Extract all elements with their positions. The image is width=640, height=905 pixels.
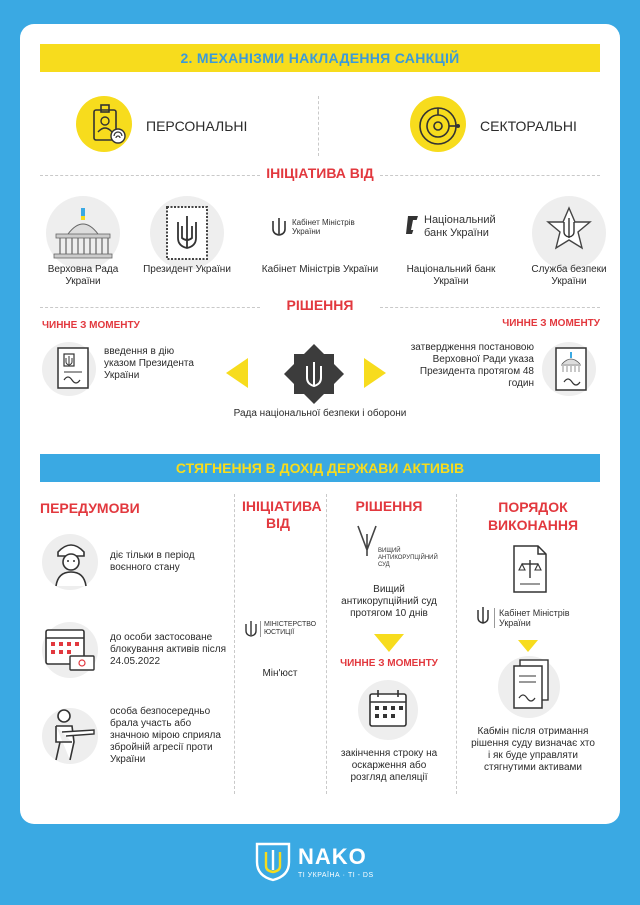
contract-scales-icon (510, 544, 550, 594)
resolution-document-icon (550, 344, 594, 396)
brand-tagline: ТІ УКРАЇНА · TI - DS (298, 872, 374, 879)
circuit-circle-icon (414, 102, 462, 150)
council-emblem-icon (282, 342, 346, 406)
trident-icon (244, 620, 258, 638)
trident-icon (270, 216, 288, 238)
divider (234, 494, 235, 794)
prereq-heading: ПЕРЕДУМОВИ (40, 500, 140, 516)
divider (40, 307, 260, 308)
court-emblem-icon (356, 524, 378, 558)
council-label: Рада національної безпеки і оборони (233, 408, 407, 419)
initiative2-heading: ІНІЦІАТИВА ВІД (242, 498, 322, 531)
effective-left-text: введення в дію указом Президента України (104, 346, 194, 381)
court-logo-text: ВИЩИЙ АНТИКОРУПЦІЙНИЙ СУД (378, 548, 438, 568)
trident-icon (476, 606, 490, 626)
effective2-label: ЧИННЕ З МОМЕНТУ (340, 658, 438, 669)
personal-label: ПЕРСОНАЛЬНІ (146, 118, 248, 134)
initiator-label: Служба безпеки України (531, 264, 607, 287)
divider (326, 494, 327, 794)
initiator-label: Кабінет Міністрів України (261, 264, 379, 275)
divider (40, 175, 260, 176)
cabinet2-text: Кабмін після отримання рішення суду визначає хто і як буде управляти стягнутими активами (471, 726, 595, 773)
armed-person-icon (42, 706, 102, 766)
parliament-building-icon (48, 200, 118, 266)
divider (318, 96, 319, 156)
calendar-icon (366, 688, 410, 732)
court-text: Вищий антикорупційний суд протягом 10 днів (341, 584, 437, 619)
divider (380, 175, 600, 176)
initiative-heading: ІНІЦІАТИВА ВІД (266, 165, 374, 181)
prereq-text: діє тільки в період воєнного стану (110, 550, 195, 573)
divider (380, 307, 600, 308)
prereq-text: до особи застосоване блокування активів після 24.05.2022 (110, 632, 227, 667)
sbu-emblem-icon (542, 202, 596, 260)
nako-logo-icon (254, 840, 292, 882)
effective-right-text: затвердження постановою Верховної Ради указа Президента протягом 48 годин (410, 342, 534, 389)
president-seal-icon (164, 204, 210, 262)
decision-heading: РІШЕННЯ (286, 297, 354, 313)
decision2-heading: РІШЕННЯ (355, 498, 423, 514)
infographic-card (20, 24, 620, 824)
cabinet2-logo-text: Кабінет Міністрів України (494, 608, 589, 628)
arrow-right-icon (364, 358, 386, 388)
sectoral-label: СЕКТОРАЛЬНІ (480, 118, 577, 134)
arrow-down-icon (518, 640, 538, 652)
documents-icon (506, 656, 556, 716)
divider (456, 494, 457, 794)
section2-title: СТЯГНЕННЯ В ДОХІД ДЕРЖАВИ АКТИВІВ (40, 454, 600, 482)
ministry-label: Мін'юст (262, 668, 298, 679)
effective-right-label: ЧИННЕ З МОМЕНТУ (502, 318, 600, 329)
arrow-down-icon (374, 634, 404, 652)
section1-title: 2. МЕХАНІЗМИ НАКЛАДЕННЯ САНКЦІЙ (40, 44, 600, 72)
initiator-label: Президент України (143, 264, 231, 275)
nbu-logo-icon (404, 212, 422, 238)
initiator-label: Верховна Рада України (47, 264, 119, 287)
prereq-text: особа безпосередньо брала участь або значною мірою сприяла збройній агресії проти України (110, 706, 221, 765)
id-card-fingerprint-icon (86, 100, 130, 148)
decree-document-icon (52, 344, 96, 394)
brand-name: NAKO (298, 844, 367, 869)
procedure-heading: ПОРЯДОК ВИКОНАННЯ (487, 499, 579, 533)
effective-left-label: ЧИННЕ З МОМЕНТУ (42, 320, 140, 331)
ministry-logo-text: МІНІСТЕРСТВО ЮСТИЦІЇ (260, 621, 324, 637)
nbu-logo-text: Національний банк України (424, 214, 496, 239)
initiator-label: Національний банк України (406, 264, 496, 287)
effective2-text: закінчення строку на оскарження або розгляд апеляції (340, 748, 438, 783)
calendar-money-icon (40, 620, 100, 680)
soldier-icon (46, 536, 96, 590)
cabinet-logo-text: Кабінет Міністрів України (292, 218, 355, 236)
arrow-left-icon (226, 358, 248, 388)
